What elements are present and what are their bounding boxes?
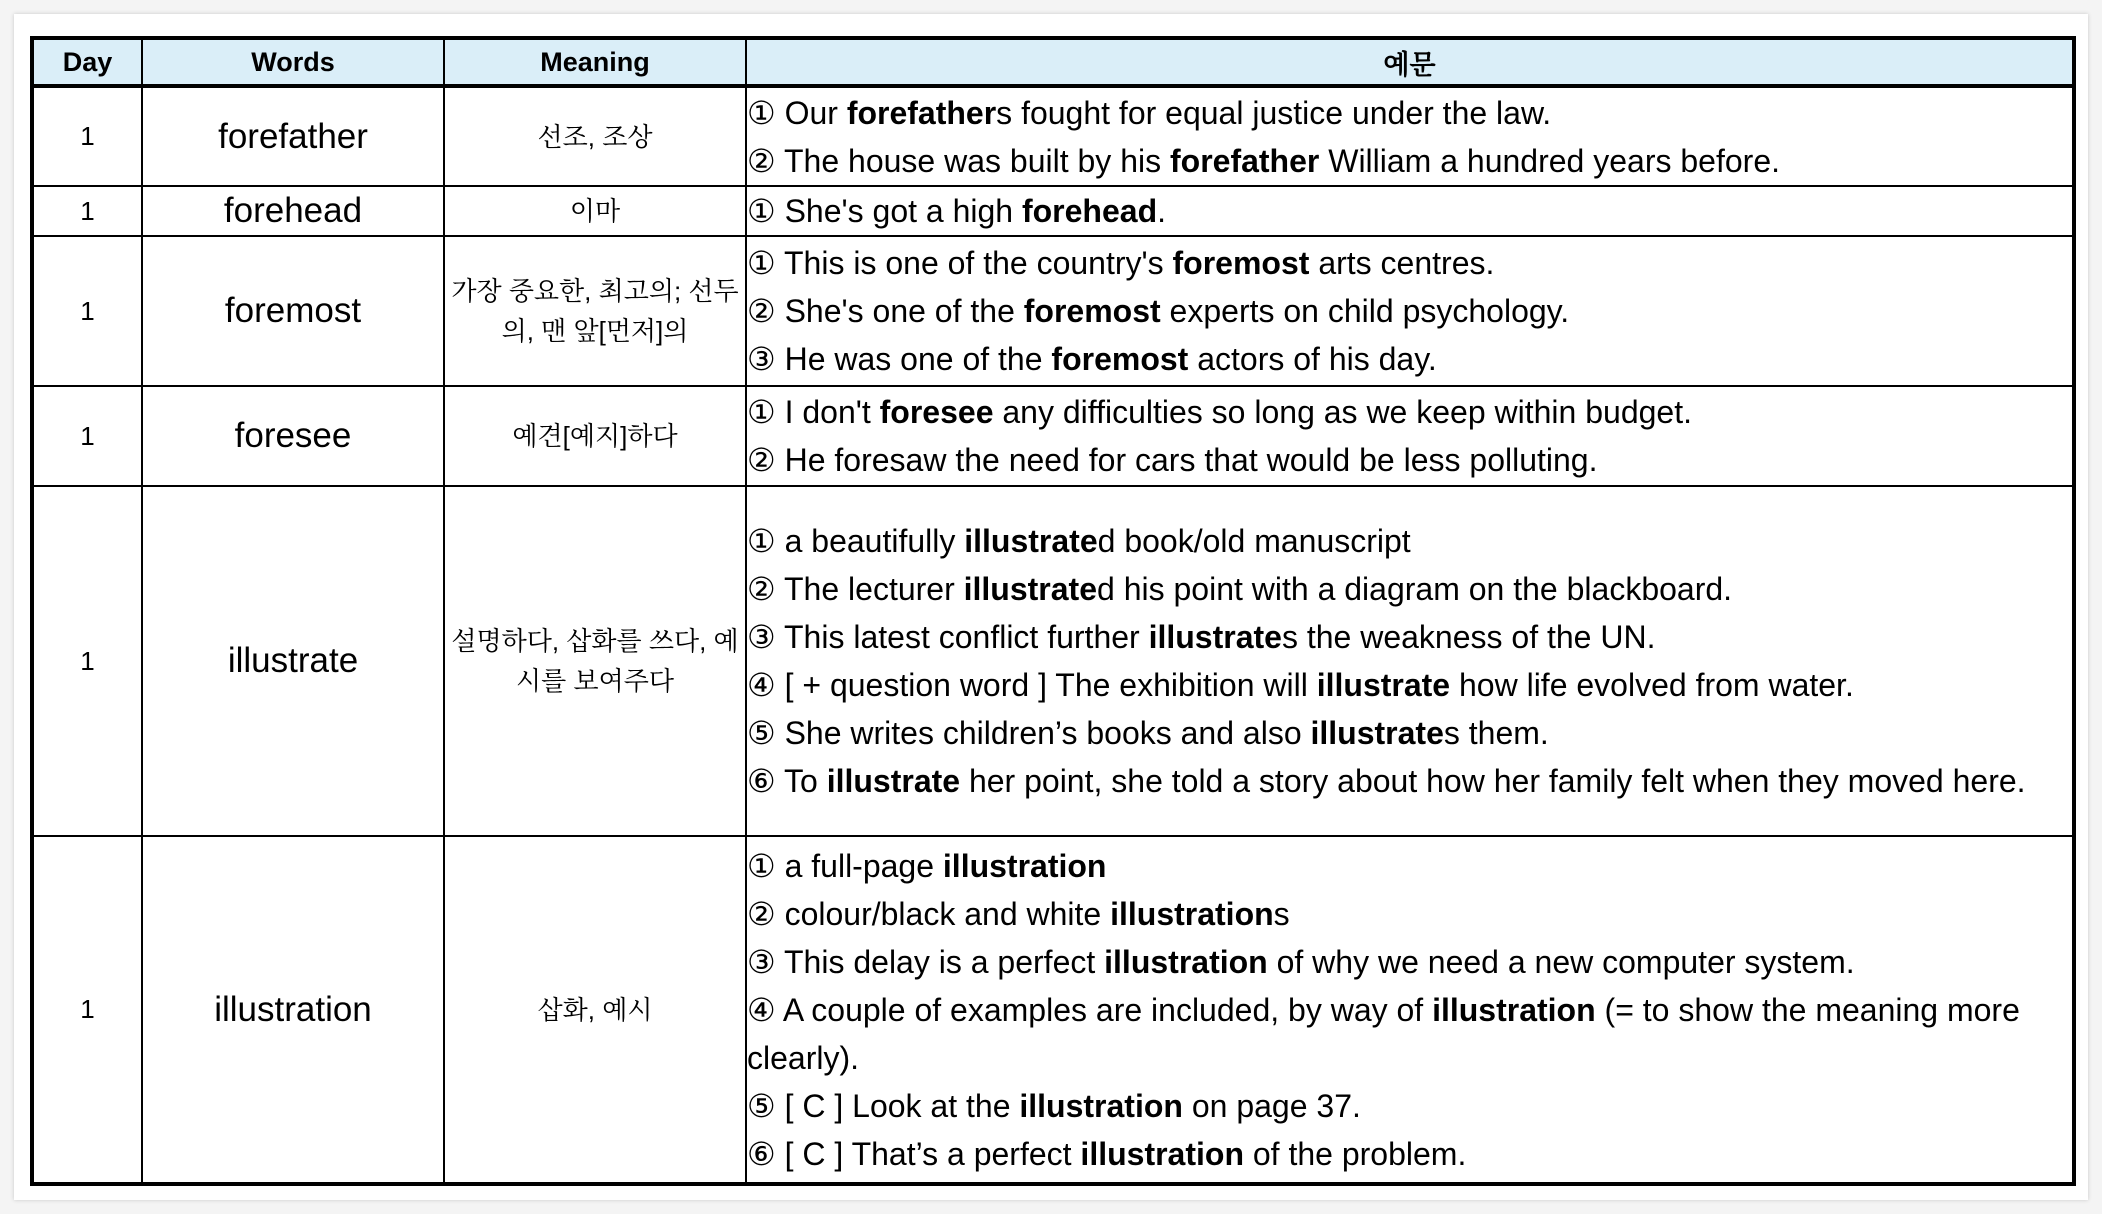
table-row — [32, 386, 2074, 486]
highlighted-word: illustrate — [964, 523, 1098, 559]
example-sentence — [747, 986, 2072, 1082]
meaning-cell: 가장 중요한, 최고의; 선두의, 맨 앞[먼저]의 — [444, 236, 746, 386]
document-page — [14, 14, 2088, 1200]
example-text: ⑤ She writes children’s books and also — [747, 715, 1311, 751]
example-text: ③ This delay is a perfect — [747, 943, 1105, 980]
highlighted-word: illustration — [1110, 895, 1274, 932]
example-text: ⑤ [ C ] Look at the — [747, 1087, 1020, 1124]
examples-cell — [746, 486, 2074, 836]
examples-cell — [746, 386, 2074, 486]
example-sentence — [747, 239, 2072, 287]
example-text: any difficulties so long as we keep within budget. — [993, 394, 1692, 430]
example-text: actors of his day. — [1188, 341, 1437, 377]
example-text: ① Our — [747, 94, 847, 131]
example-text: ① She's got a high — [747, 193, 1022, 229]
vocabulary-table — [30, 36, 2076, 1186]
example-sentence — [747, 89, 2072, 137]
day-cell: 1 — [32, 236, 142, 386]
word-cell: illustration — [142, 836, 444, 1184]
highlighted-word: illustrate — [963, 571, 1097, 607]
day-cell: 1 — [32, 836, 142, 1184]
example-sentence — [747, 890, 2072, 938]
example-text: s them. — [1443, 715, 1549, 751]
table-row — [32, 186, 2074, 236]
example-text: how life evolved from water. — [1450, 667, 1854, 703]
examples-cell — [746, 836, 2074, 1184]
highlighted-word: forehead — [1021, 193, 1158, 229]
table-row — [32, 86, 2074, 186]
highlighted-word: illustrate — [1316, 667, 1451, 703]
example-text: ② She's one of the — [747, 293, 1024, 329]
example-sentence — [747, 335, 2072, 383]
day-cell: 1 — [32, 186, 142, 236]
highlighted-word: foresee — [879, 394, 994, 430]
meaning-cell: 이마 — [444, 186, 746, 236]
table-row — [32, 236, 2074, 386]
highlighted-word: forefather — [846, 94, 997, 131]
example-sentence — [747, 565, 2072, 613]
example-text: ② He foresaw the need for cars that would be less polluting. — [747, 442, 1598, 478]
word-cell: forehead — [142, 186, 444, 236]
example-text: (= to show the meaning more clearly). — [747, 991, 2020, 1076]
meaning-cell: 선조, 조상 — [444, 86, 746, 186]
day-cell: 1 — [32, 386, 142, 486]
example-text: ④ [ + question word ] The exhibition will — [747, 667, 1317, 703]
highlighted-word: illustrate — [826, 763, 961, 799]
highlighted-word: illustration — [942, 847, 1107, 884]
example-text: ① This is one of the country's — [747, 245, 1173, 281]
example-text: ② The house was built by his — [747, 142, 1170, 179]
example-text: ① a beautifully — [747, 523, 965, 559]
example-text: ③ He was one of the — [747, 341, 1052, 377]
example-sentence — [747, 187, 2072, 235]
example-sentence — [747, 517, 2072, 565]
example-sentence — [747, 938, 2072, 986]
word-cell: foresee — [142, 386, 444, 486]
table-body — [32, 86, 2074, 1184]
example-text: s — [1273, 895, 1290, 932]
word-cell: foremost — [142, 236, 444, 386]
example-text: ④ A couple of examples are included, by way of — [747, 991, 1433, 1028]
header-examples: 예문 — [746, 38, 2074, 86]
example-sentence — [747, 436, 2072, 484]
example-text: d book/old manuscript — [1097, 523, 1411, 559]
header-day: Day — [32, 38, 142, 86]
example-sentence — [747, 757, 2072, 805]
example-text: on page 37. — [1182, 1087, 1361, 1124]
example-text: . — [1157, 193, 1166, 229]
highlighted-word: forefather — [1169, 142, 1320, 179]
highlighted-word: illustrate — [1148, 619, 1282, 655]
example-sentence — [747, 137, 2072, 185]
header-row — [32, 38, 2074, 86]
highlighted-word: illustration — [1432, 991, 1596, 1028]
example-text: ① I don't — [747, 394, 880, 430]
meaning-cell: 예견[예지]하다 — [444, 386, 746, 486]
example-sentence — [747, 661, 2072, 709]
example-sentence — [747, 842, 2072, 890]
example-text: ③ This latest conflict further — [747, 619, 1149, 655]
highlighted-word: foremost — [1023, 293, 1161, 329]
example-text: of why we need a new computer system. — [1267, 943, 1855, 980]
day-cell: 1 — [32, 486, 142, 836]
highlighted-word: foremost — [1051, 341, 1189, 377]
example-text: ⑥ To — [747, 763, 827, 799]
highlighted-word: illustration — [1080, 1135, 1244, 1172]
example-text: of the problem. — [1243, 1135, 1467, 1172]
example-sentence — [747, 1130, 2072, 1178]
meaning-cell: 설명하다, 삽화를 쓰다, 예시를 보여주다 — [444, 486, 746, 836]
header-words: Words — [142, 38, 444, 86]
highlighted-word: illustration — [1019, 1087, 1183, 1124]
example-text: arts centres. — [1309, 245, 1495, 281]
examples-cell — [746, 236, 2074, 386]
word-cell: forefather — [142, 86, 444, 186]
example-text: William a hundred years before. — [1319, 142, 1780, 179]
example-text: ② The lecturer — [747, 571, 964, 607]
meaning-cell: 삽화, 예시 — [444, 836, 746, 1184]
day-cell: 1 — [32, 86, 142, 186]
example-sentence — [747, 613, 2072, 661]
example-text: ② colour/black and white — [747, 895, 1111, 932]
examples-cell — [746, 186, 2074, 236]
example-sentence — [747, 709, 2072, 757]
example-sentence — [747, 287, 2072, 335]
highlighted-word: illustration — [1104, 943, 1268, 980]
example-sentence — [747, 1082, 2072, 1130]
example-text: ⑥ [ C ] That’s a perfect — [747, 1135, 1081, 1172]
example-text: ① a full-page — [747, 847, 943, 884]
example-text: her point, she told a story about how her family felt when they moved here. — [960, 763, 2026, 799]
example-text: s the weakness of the UN. — [1281, 619, 1656, 655]
example-text: d his point with a diagram on the blackboard. — [1097, 571, 1733, 607]
examples-cell — [746, 86, 2074, 186]
header-meaning: Meaning — [444, 38, 746, 86]
table-row — [32, 486, 2074, 836]
example-sentence — [747, 388, 2072, 436]
example-text: experts on child psychology. — [1160, 293, 1570, 329]
word-cell: illustrate — [142, 486, 444, 836]
example-text: s fought for equal justice under the law. — [996, 94, 1552, 131]
highlighted-word: foremost — [1172, 245, 1310, 281]
highlighted-word: illustrate — [1310, 715, 1444, 751]
table-row — [32, 836, 2074, 1184]
